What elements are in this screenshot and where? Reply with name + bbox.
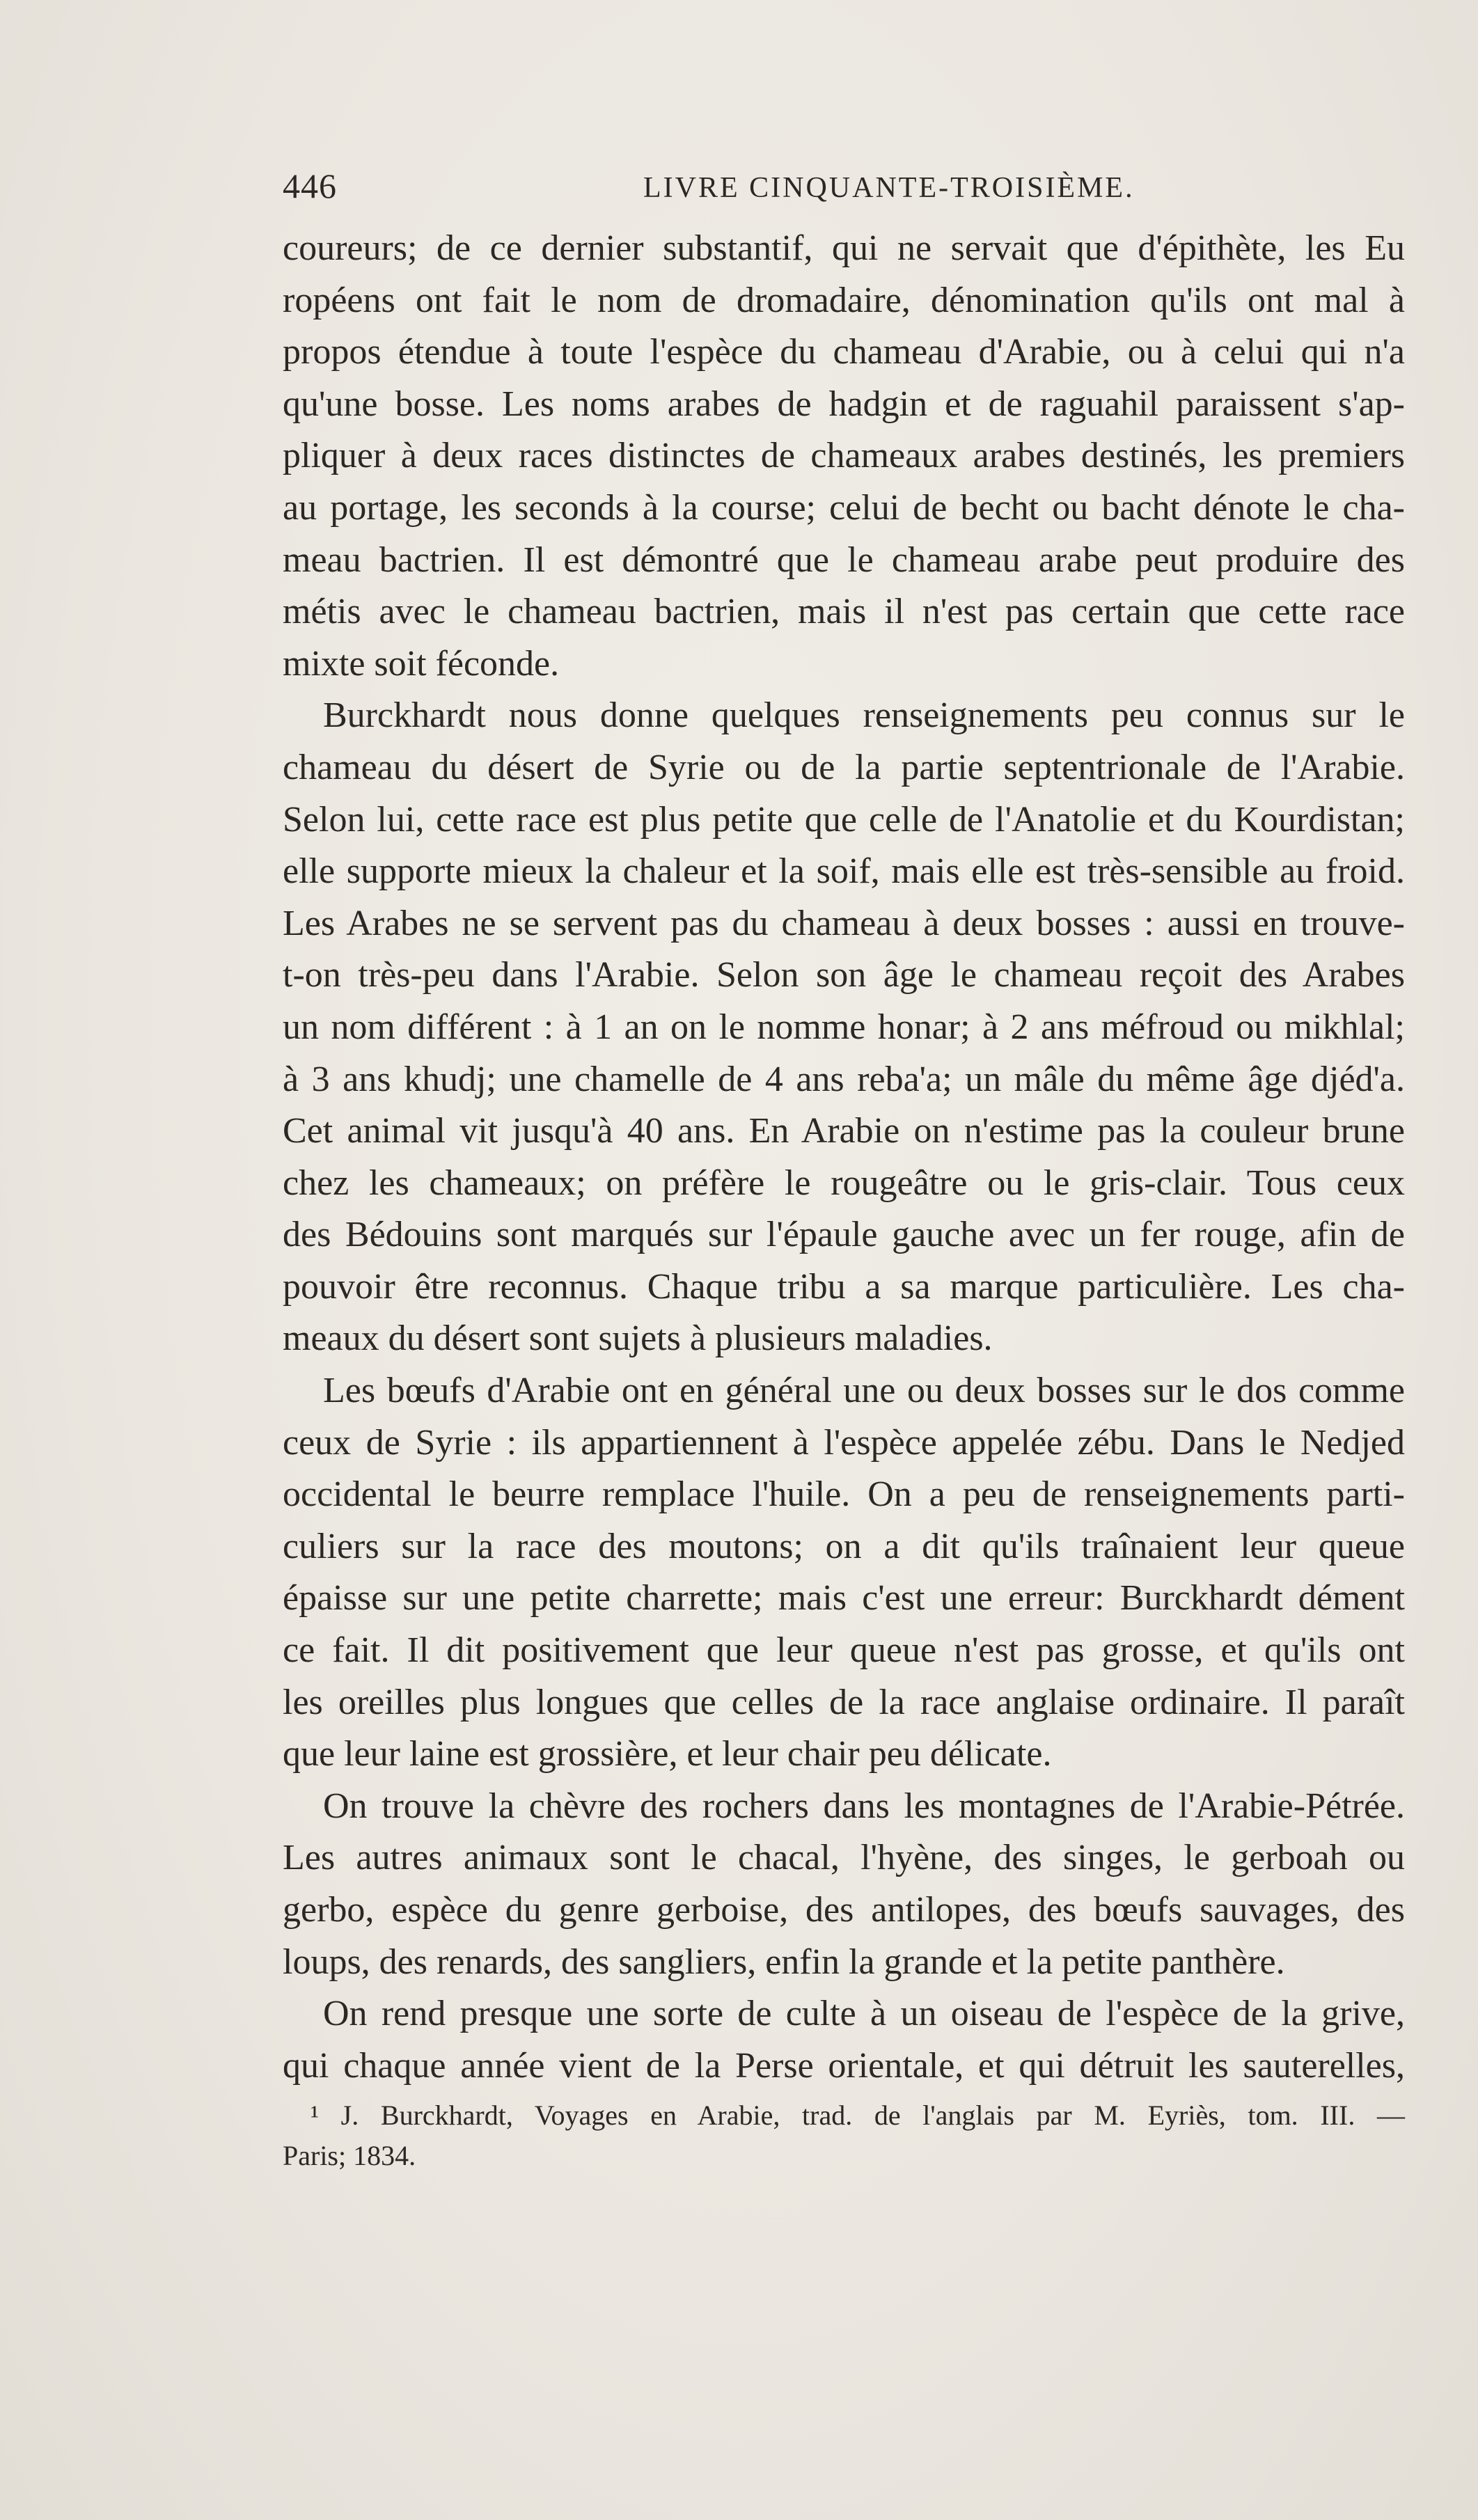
text-line: On trouve la chèvre des rochers dans les montagnes de l'Arabie-Pétrée.	[323, 1786, 1405, 1826]
text-line: mixte soit féconde.	[283, 643, 560, 684]
text-line: Les Arabes ne se servent pas du chameau à deux bosses : aussi en trouve-	[283, 903, 1405, 943]
text-line: qu'une bosse. Les noms arabes de hadgin et de raguahil paraissent s'ap-	[283, 384, 1405, 424]
running-head	[283, 166, 1410, 214]
text-line: chez les chameaux; on préfère le rougeâtre ou le gris-clair. Tous ceux	[283, 1163, 1405, 1203]
text-line: ceux de Syrie : ils appartiennent à l'espèce appelée zébu. Dans le Nedjed	[283, 1422, 1405, 1463]
footnote-line: ¹ J. Burckhardt, Voyages en Arabie, trad. de l'anglais par M. Eyriès, tom. III. —	[310, 2100, 1405, 2131]
text-line: coureurs; de ce dernier substantif, qui ne servait que d'épithète, les Eu	[283, 228, 1405, 268]
text-line: à 3 ans khudj; une chamelle de 4 ans reba'a; un mâle du même âge djéd'a.	[283, 1059, 1405, 1099]
text-line: épaisse sur une petite charrette; mais c'est une erreur: Burckhardt dément	[283, 1578, 1405, 1619]
footnotes	[283, 2095, 1405, 2176]
text-line: ce fait. Il dit positivement que leur queue n'est pas grosse, et qu'ils ont	[283, 1630, 1405, 1671]
text-line: au portage, les seconds à la course; celui de becht ou bacht dénote le cha-	[283, 487, 1405, 528]
text-line: des Bédouins sont marqués sur l'épaule gauche avec un fer rouge, afin de	[283, 1215, 1405, 1255]
text-line: meau bactrien. Il est démontré que le chameau arabe peut produire des	[283, 540, 1405, 580]
body-text	[283, 223, 1405, 2092]
text-line: loups, des renards, des sangliers, enfin la grande et la petite panthère.	[283, 1942, 1285, 1982]
page-number: 446	[283, 166, 337, 205]
text-line: métis avec le chameau bactrien, mais il n'est pas certain que cette race	[283, 592, 1405, 632]
text-line: culiers sur la race des moutons; on a dit qu'ils traînaient leur queue	[283, 1526, 1405, 1566]
text-line: chameau du désert de Syrie ou de la partie septentrionale de l'Arabie.	[283, 747, 1405, 787]
text-line: pouvoir être reconnus. Chaque tribu a sa marque particulière. Les cha-	[283, 1266, 1405, 1307]
text-line: Les autres animaux sont le chacal, l'hyène, des singes, le gerboah ou	[283, 1838, 1405, 1878]
text-line: ropéens ont fait le nom de dromadaire, dénomination qu'ils ont mal à	[283, 280, 1405, 320]
text-line: qui chaque année vient de la Perse orientale, et qui détruit les sauterelles,	[283, 2045, 1405, 2086]
text-line: Burckhardt nous donne quelques renseignements peu connus sur le	[323, 695, 1405, 736]
text-line: Selon lui, cette race est plus petite que celle de l'Anatolie et du Kourdistan;	[283, 799, 1405, 840]
text-line: que leur laine est grossière, et leur chair peu délicate.	[283, 1734, 1052, 1774]
text-line: pliquer à deux races distinctes de chameaux arabes destinés, les premiers	[283, 436, 1405, 476]
text-line: On rend presque une sorte de culte à un oiseau de l'espèce de la grive,	[323, 1994, 1405, 2034]
text-line: t-on très-peu dans l'Arabie. Selon son âge le chameau reçoit des Arabes	[283, 955, 1405, 995]
text-line: Les bœufs d'Arabie ont en général une ou deux bosses sur le dos comme	[323, 1371, 1405, 1411]
text-line: occidental le beurre remplace l'huile. On a peu de renseignements parti-	[283, 1474, 1405, 1515]
text-line: les oreilles plus longues que celles de la race anglaise ordinaire. Il paraît	[283, 1682, 1405, 1722]
running-title: LIVRE CINQUANTE-TROISIÈME.	[643, 172, 1135, 204]
text-line: gerbo, espèce du genre gerboise, des antilopes, des bœufs sauvages, des	[283, 1890, 1405, 1930]
text-line: un nom différent : à 1 an on le nomme honar; à 2 ans méfroud ou mikhlal;	[283, 1007, 1405, 1047]
text-line: Cet animal vit jusqu'à 40 ans. En Arabie on n'estime pas la couleur brune	[283, 1111, 1405, 1151]
footnote-line: Paris; 1834.	[283, 2140, 416, 2171]
text-line: elle supporte mieux la chaleur et la soif, mais elle est très-sensible au froid.	[283, 851, 1405, 892]
text-line: propos étendue à toute l'espèce du chameau d'Arabie, ou à celui qui n'a	[283, 332, 1405, 372]
text-line: meaux du désert sont sujets à plusieurs maladies.	[283, 1318, 993, 1359]
